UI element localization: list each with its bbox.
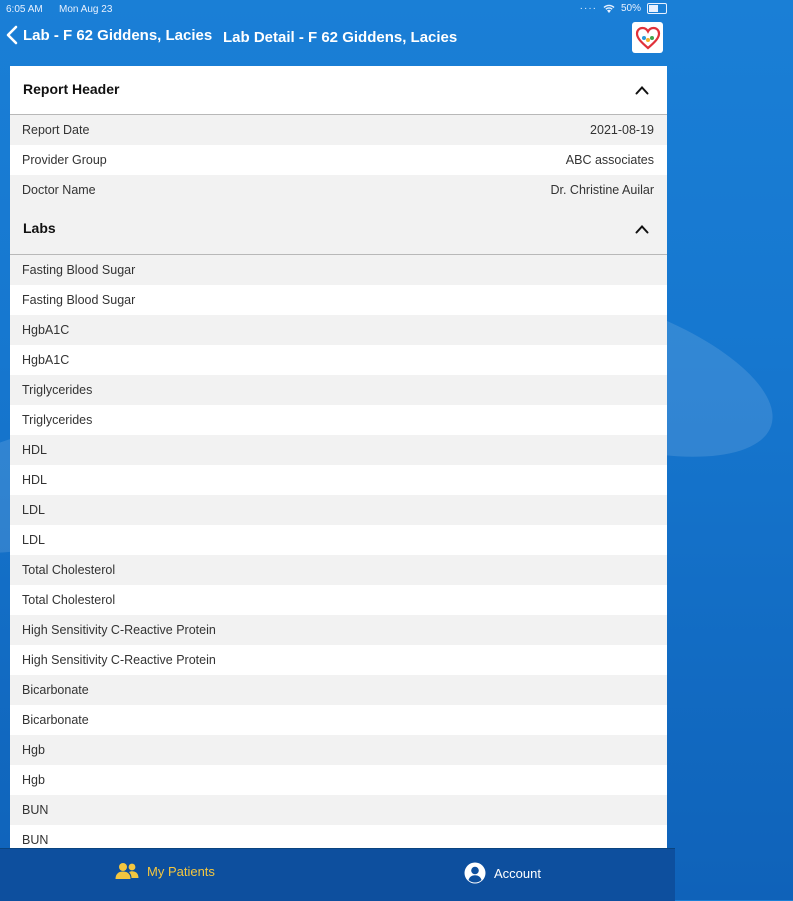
lab-item[interactable] [10,315,667,345]
status-date: Mon Aug 23 [59,4,113,15]
lab-item-label: Total Cholesterol [22,593,116,607]
lab-item-label: Bicarbonate [22,683,89,697]
lab-item[interactable] [10,615,667,645]
page-title: Lab Detail - F 62 Giddens, Lacies [223,29,458,46]
lab-item[interactable] [10,375,667,405]
lab-item-label: Total Cholesterol [22,563,116,577]
lab-item[interactable] [10,555,667,585]
tab-my-patients-label: My Patients [147,863,215,879]
wifi-icon [603,4,615,14]
lab-item[interactable] [10,675,667,705]
report-details [10,115,667,205]
tab-account[interactable] [464,862,541,884]
lab-item-label: HDL [22,443,48,457]
lab-item[interactable] [10,735,667,765]
app-logo [632,22,663,53]
lab-item-label: HgbA1C [22,353,70,367]
tab-bar [0,848,675,901]
lab-item-label: Bicarbonate [22,713,89,727]
account-icon [464,862,486,884]
labs-title: Labs [23,220,56,236]
status-indicators [580,3,667,14]
back-button[interactable] [6,26,212,44]
report-header-title: Report Header [23,81,120,97]
doctor-name-row [10,175,667,205]
report-header-section[interactable] [10,66,667,115]
tab-account-label: Account [494,865,541,881]
provider-group-value: ABC associates [565,153,654,167]
heart-logo-icon [635,26,661,50]
signal-dots-icon: ···· [579,3,597,14]
lab-item[interactable] [10,525,667,555]
lab-item[interactable] [10,465,667,495]
status-bar [0,0,675,20]
battery-percent: 50% [620,3,641,14]
lab-item-label: Hgb [22,773,45,787]
labs-section-header[interactable] [10,205,667,255]
lab-item-label: BUN [22,833,49,847]
lab-item-label: LDL [22,503,45,517]
report-date-value: 2021-08-19 [590,123,654,137]
lab-item[interactable] [10,405,667,435]
lab-item-label: High Sensitivity C-Reactive Protein [22,623,216,637]
chevron-up-icon[interactable] [635,85,649,95]
provider-group-label: Provider Group [22,153,107,167]
lab-item-label: Hgb [22,743,45,757]
lab-item-label: HgbA1C [22,323,70,337]
lab-item[interactable] [10,345,667,375]
lab-item[interactable] [10,495,667,525]
lab-item[interactable] [10,435,667,465]
report-date-label: Report Date [22,123,90,137]
navigation-bar [0,20,675,56]
patients-icon [115,862,139,880]
lab-item[interactable] [10,705,667,735]
lab-item[interactable] [10,255,667,285]
status-time: 6:05 AM [6,4,43,15]
lab-item-label: Triglycerides [22,383,93,397]
provider-group-row [10,145,667,175]
doctor-name-label: Doctor Name [22,183,96,197]
lab-item-label: Triglycerides [22,413,93,427]
lab-item[interactable] [10,585,667,615]
doctor-name-value: Dr. Christine Auilar [550,183,654,197]
lab-item-label: Fasting Blood Sugar [22,263,136,277]
chevron-left-icon [6,26,18,44]
lab-item-label: High Sensitivity C-Reactive Protein [22,653,216,667]
lab-item[interactable] [10,645,667,675]
lab-item[interactable] [10,795,667,825]
back-label: Lab - F 62 Giddens, Lacies [23,26,213,44]
lab-item[interactable] [10,285,667,315]
lab-item-label: Fasting Blood Sugar [22,293,136,307]
lab-item-label: HDL [22,473,48,487]
tab-my-patients[interactable] [115,862,215,880]
lab-detail-panel [10,66,667,847]
lab-item-label: BUN [22,803,49,817]
report-date-row [10,115,667,145]
lab-item-label: LDL [22,533,45,547]
chevron-up-icon[interactable] [635,224,649,234]
lab-item[interactable] [10,765,667,795]
labs-list [10,255,667,855]
battery-icon [647,3,667,14]
